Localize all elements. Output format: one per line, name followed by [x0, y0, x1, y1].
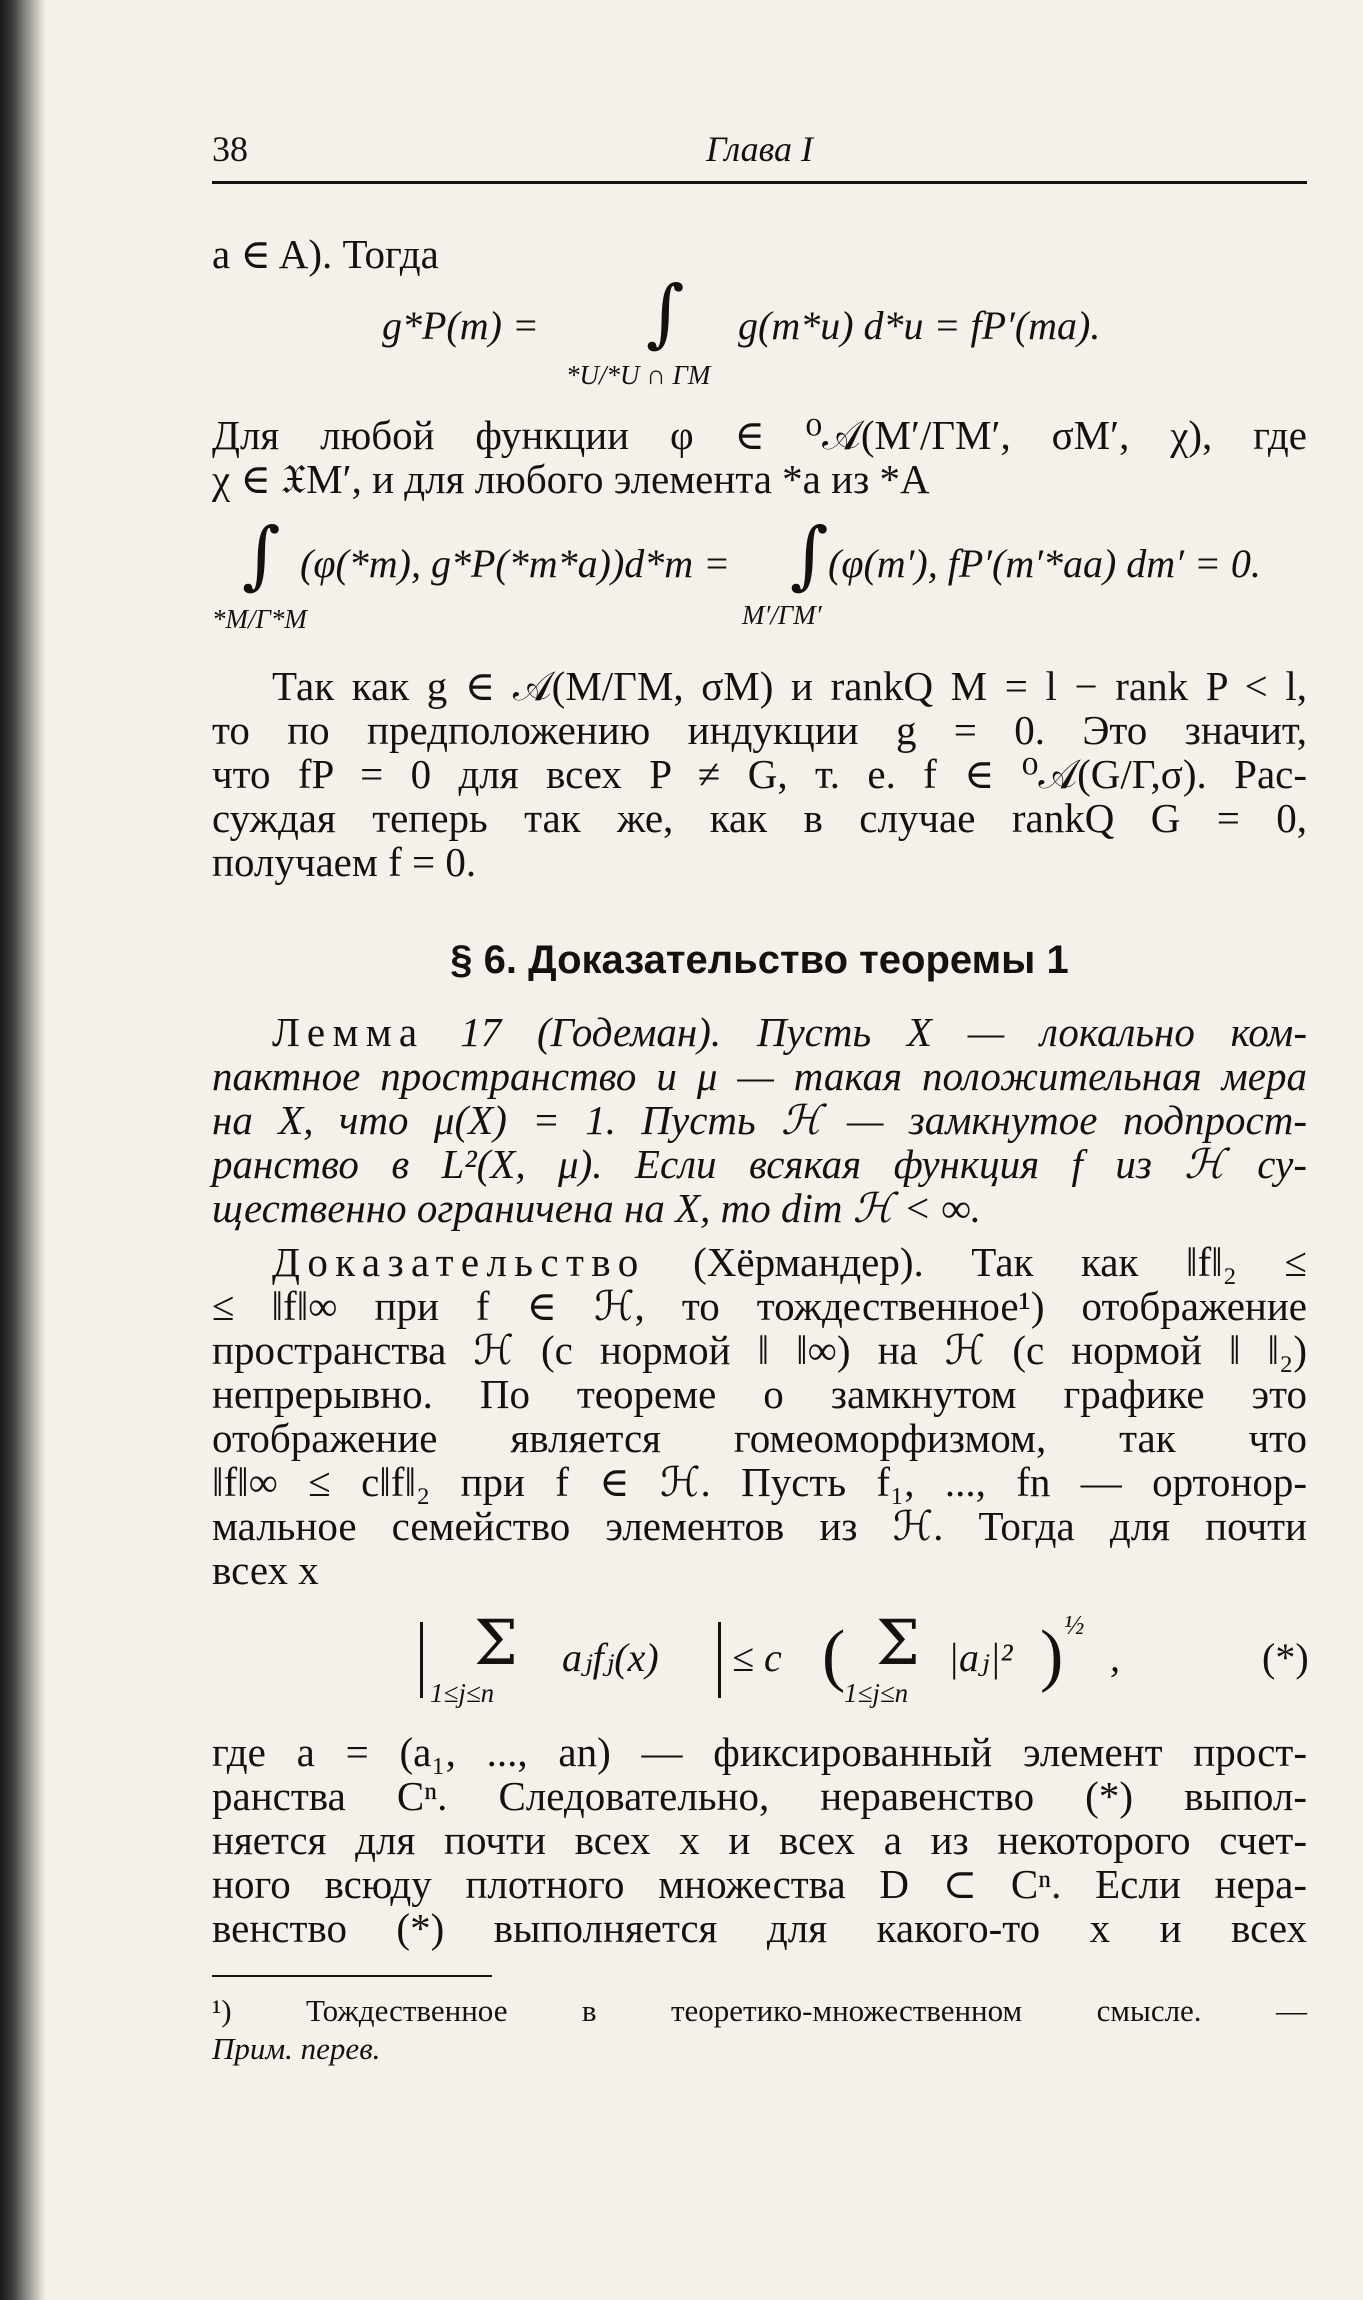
text-line: суждая теперь так же, как в случае rankQ G = 0,: [212, 795, 1307, 841]
running-header: [212, 128, 1307, 180]
abs-bar-left: [420, 1622, 423, 1698]
sum-sign-icon: Σ: [876, 1606, 920, 1679]
text-line: венство (*) выполняется для какого-то x и всех: [212, 1905, 1307, 1951]
text-line: Так как g ∈ 𝒜(M/ΓM, σM) и rankQ M = l − rank P < l,: [272, 663, 1307, 709]
footnote-note: Прим. перев.: [212, 2031, 381, 2066]
header-rule: [212, 181, 1307, 184]
text-line: получаем f = 0.: [212, 839, 477, 885]
formula-3-power: ½: [1064, 1610, 1085, 1640]
text-line: всех x: [212, 1547, 319, 1593]
sum-sign-icon: Σ: [474, 1606, 518, 1679]
paragraph-2: [212, 664, 1307, 884]
lemma-label: Лемма: [272, 1009, 425, 1055]
text-line: ранства Cⁿ. Следовательно, неравенство (*) выпол-: [212, 1773, 1307, 1819]
formula-2-sub-left: *M/Γ*M: [212, 604, 307, 634]
text-line: на X, что μ(X) = 1. Пусть ℋ — замкнутое подпрост-: [212, 1097, 1307, 1143]
integral-sign-icon: ∫: [790, 512, 829, 598]
proof-label: Доказательство: [272, 1239, 646, 1285]
text-line: где a = (a₁, ..., an) — фиксированный элемент прост-: [212, 1729, 1307, 1775]
section-heading: § 6. Доказательство теоремы 1: [450, 938, 1069, 982]
equation-tag: (*): [1262, 1635, 1309, 1680]
text-line: [212, 1240, 1307, 1284]
formula-1-lhs: g*P(m) =: [382, 303, 539, 348]
text-line: χ ∈ 𝔛M′, и для любого элемента *a из *A: [212, 456, 930, 502]
formula-3-term2: |aⱼ|²: [948, 1635, 1013, 1680]
text-line: то по предположению индукции g = 0. Это значит,: [212, 707, 1307, 753]
intro-line: a ∈ A). Тогда: [212, 231, 439, 277]
formula-1-rhs: g(m*u) d*u = fP′(ma).: [738, 303, 1101, 348]
formula-3-sub1: 1≤j≤n: [430, 1678, 495, 1708]
paragraph-1: [212, 413, 1307, 501]
formula-3-term1: aⱼfⱼ(x): [562, 1635, 659, 1680]
formula-2-right: (φ(m′), fP′(m′*aa) dm′ = 0.: [828, 541, 1261, 586]
text-line: ‖f‖∞ ≤ c‖f‖₂ при f ∈ ℋ. Пусть f₁, ..., fn — ортонор-: [212, 1459, 1307, 1505]
text-line: няется для почти всех x и всех a из некоторого счет-: [212, 1817, 1307, 1863]
text-line: пактное пространство и μ — такая положительная мера: [212, 1053, 1307, 1099]
formula-3-comma: ,: [1110, 1635, 1120, 1680]
footnote: [212, 1992, 1307, 2068]
formula-2-sub-right: M′/ΓM′: [742, 600, 822, 630]
formula-3-le: ≤ c: [732, 1635, 782, 1680]
text-line: ранство в L²(X, μ). Если всякая функция f из ℋ су-: [212, 1141, 1307, 1187]
text-line: отображение является гомеоморфизмом, так что: [212, 1415, 1307, 1461]
formula-2-left: (φ(*m), g*P(*m*a))d*m =: [300, 541, 731, 586]
chapter-title: Глава I: [705, 129, 814, 169]
text-line: ного всюду плотного множества D ⊂ Cⁿ. Если нера-: [212, 1861, 1307, 1907]
text-line: мальное семейство элементов из ℋ. Тогда для почти: [212, 1503, 1307, 1549]
page-number: 38: [212, 129, 248, 169]
abs-bar-right: [718, 1622, 721, 1698]
lemma-text: 17 (Годеман). Пусть X — локально ком-: [424, 1009, 1307, 1055]
text-line: [212, 1010, 1307, 1054]
paragraph-3: [212, 1730, 1307, 1950]
text-line: что fP = 0 для всех P ≠ G, т. е. f ∈ ⁰𝒜(G/Γ,σ). Рас-: [212, 751, 1307, 797]
formula-3-sub2: 1≤j≤n: [844, 1678, 909, 1708]
footnote-rule: [212, 1975, 492, 1977]
integral-sign-icon: ∫: [646, 270, 685, 356]
formula-1-subscript: *U/*U ∩ ΓM: [566, 360, 711, 390]
integral-sign-icon: ∫: [242, 512, 281, 598]
text-line: ≤ ‖f‖∞ при f ∈ ℋ, то тождественное¹) отображение: [212, 1283, 1307, 1329]
book-spine-shadow: [0, 0, 46, 2300]
text-line: щественно ограничена на X, то dim ℋ < ∞.: [212, 1185, 981, 1231]
paren-left-icon: (: [822, 1617, 846, 1694]
text-line: непрерывно. По теореме о замкнутом графике это: [212, 1371, 1307, 1417]
proof: [212, 1240, 1307, 1592]
text-line: пространства ℋ (с нормой ‖ ‖∞) на ℋ (с нормой ‖ ‖₂): [212, 1327, 1307, 1373]
footnote-text: ¹) Тождественное в теоретико-множественном смысле. —: [212, 1993, 1307, 2028]
lemma-17: [212, 1010, 1307, 1230]
text-line: Для любой функции φ ∈ ⁰𝒜(M′/ΓM′, σM′, χ), где: [212, 412, 1307, 458]
paren-right-icon: ): [1040, 1617, 1064, 1694]
proof-text: (Хёрмандер). Так как ‖f‖₂ ≤: [645, 1239, 1307, 1285]
